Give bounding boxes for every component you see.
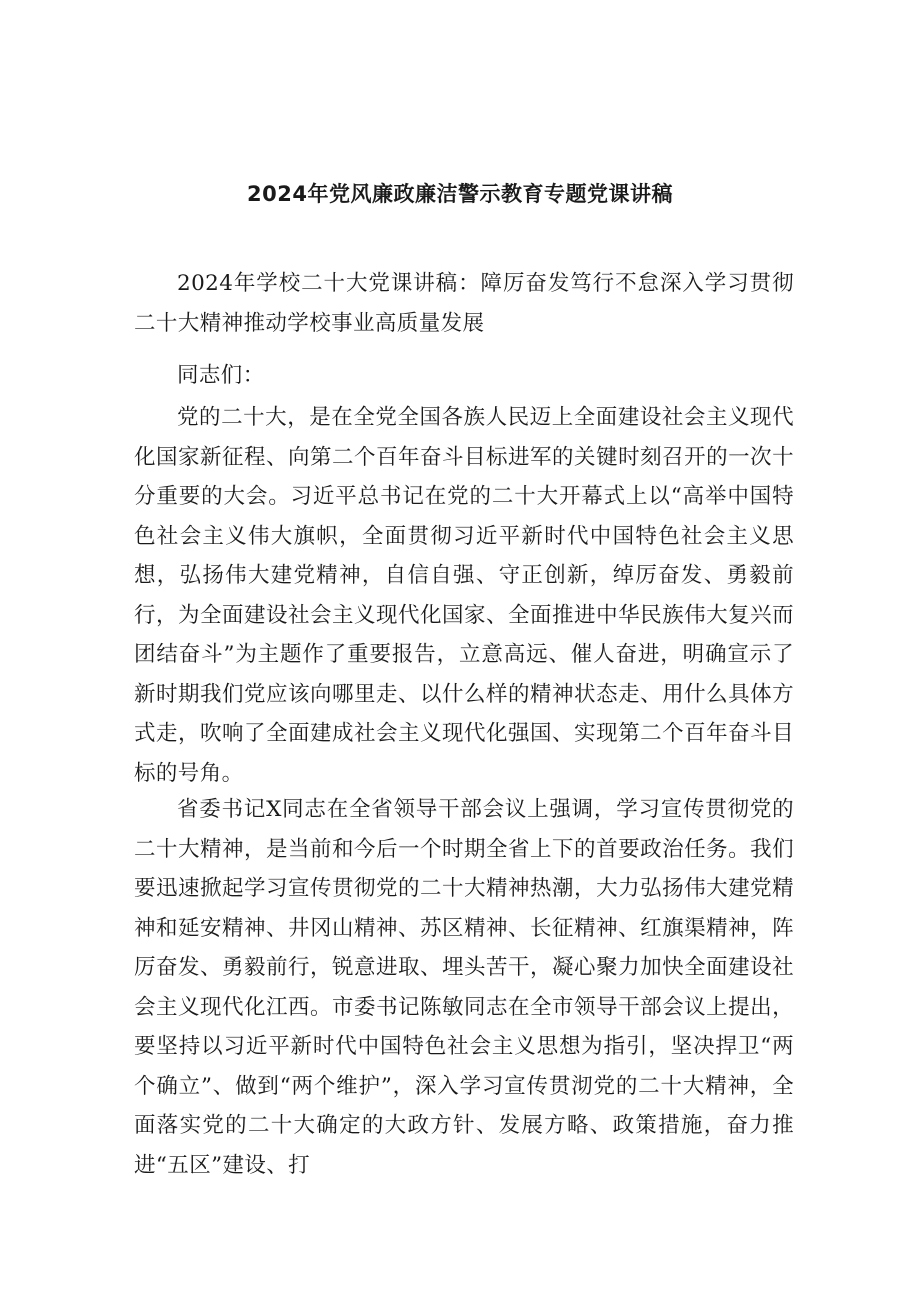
document-title: 2024年党风廉政廉洁警示教育专题党课讲稿 — [247, 182, 673, 206]
subtitle-paragraph: 2024年学校二十大党课讲稿：障厉奋发笃行不怠深入学习贯彻二十大精神推动学校事业高质量发展 — [134, 271, 794, 336]
body-paragraph-2 — [134, 790, 794, 1185]
body-paragraph-1 — [134, 398, 794, 793]
paragraph-text: 党的二十大，是在全党全国各族人民迈上全面建设社会主义现代化国家新征程、向第二个百年奋斗目标进军的关键时刻召开的一次十分重要的大会。习近平总书记在党的二十大开幕式上以“高举中国特色社会主义伟大旗帜，全面贯彻习近平新时代中国特色社会主义思想，弘扬伟大建党精神，自信自强、守正创新，绰厉奋发、勇毅前行，为全面建设社会主义现代化国家、全面推进中华民族伟大复兴而团结奋斗”为主题作了重要报告，立意高远、催人奋进，明确宣示了新时期我们党应该向哪里走、以什么样的精神状态走、用什么具体方式走，吹响了全面建成社会主义现代化强国、实现第二个百年奋斗目标的号角。 — [134, 405, 794, 786]
greeting-text: 同志们： — [177, 363, 265, 388]
greeting — [134, 356, 794, 396]
paragraph-text: 省委书记X同志在全省领导干部会议上强调，学习宣传贯彻党的二十大精神，是当前和今后一个时期全省上下的首要政治任务。我们要迅速掀起学习宣传贯彻党的二十大精神热潮，大力弘扬伟大建党精神和延安精神、井冈山精神、苏区精神、长征精神、红旗渠精神，阵厉奋发、勇毅前行，锐意进取、埋头苦干，凝心聚力加快全面建设社会主义现代化江西。市委书记陈敏同志在全市领导干部会议上提出，要坚持以习近平新时代中国特色社会主义思想为指引，坚决捍卫“两个确立”、做到“两个维护”，深入学习宣传贯沏党的二十大精神，全面落实党的二十大确定的大政方针、发展方略、政策措施，奋力推进“五区”建设、打 — [134, 797, 794, 1178]
document-subtitle — [134, 264, 794, 343]
